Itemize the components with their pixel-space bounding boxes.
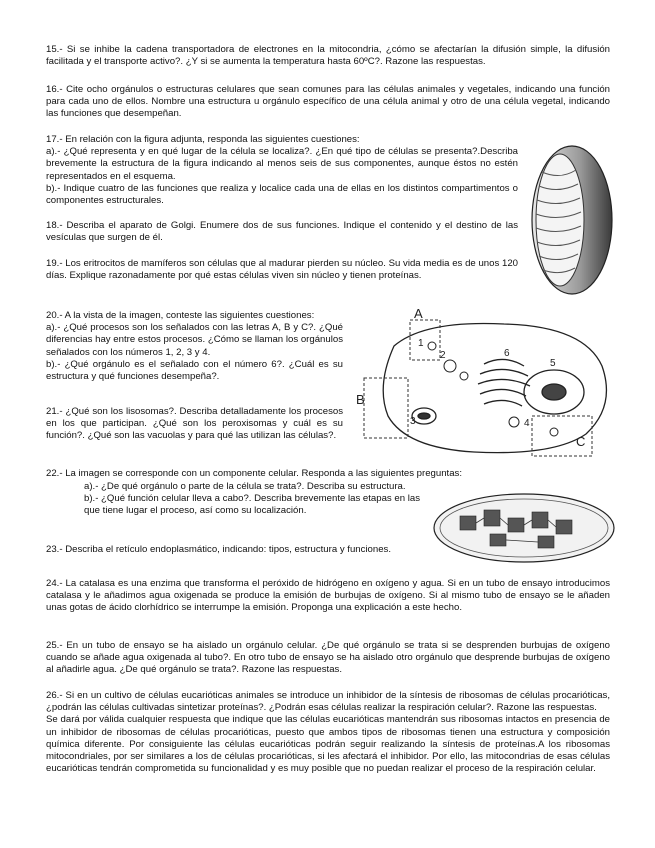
- question-26-answer: Se dará por válida cualquier respuesta que indique que las células eucarióticas mantendrán sus ribosomas intactos en presencia de un inhibidor de ribosomas de células procarióticas, puesto que ambos tipos de ribosomas tienen una estructura y composición química diferente. Por consiguiente las células eucarióticas podrán seguir realizando la síntesis de proteínas.A los ribosomas mitocondriales, por ser similares a los de células procarióticas, si les afectará el inhibidor. Por ello, las mitocondrias de esas células eucarióticas tendrán comprometida su funcionalidad y es muy posible que no puedan realizar el proceso de la respiración celular.: [46, 714, 610, 775]
- question-25-text: 25.- En un tubo de ensayo se ha aislado un orgánulo celular. ¿De qué orgánulo se trata si se desprenden burbujas de oxígeno cuando se añade agua oxigenada al tubo?. En otro tubo de ensayo se ha aislado otro orgánulo que desprende burbujas de oxígeno al añadirle agua. ¿De qué orgánulo se trata?. Razone las respuestas.: [46, 640, 610, 676]
- question-18: [46, 220, 518, 244]
- question-21-text: 21.- ¿Qué son los lisosomas?. Describa detalladamente los procesos en los que participan. ¿Qué son los peroxisomas y cuál es su función?. ¿Qué son las vacuolas y para qué las utilizan las células?.: [46, 406, 343, 442]
- label-5: 5: [550, 358, 556, 369]
- question-20-intro: 20.- A la vista de la imagen, conteste las siguientes cuestiones:: [46, 310, 315, 321]
- label-B: B: [356, 392, 365, 407]
- question-18-text: 18.- Describa el aparato de Golgi. Enumere dos de sus funciones. Indique el contenido y el destino de las vesículas que surgen de él.: [46, 220, 518, 244]
- question-26: [46, 690, 610, 775]
- question-23-text: 23.- Describa el retículo endoplasmático, indicando: tipos, estructura y funciones.: [46, 544, 392, 555]
- label-C: C: [576, 434, 586, 449]
- chloroplast-figure: [430, 490, 618, 566]
- question-17: [46, 134, 518, 207]
- question-17-b: b).- Indique cuatro de las funciones que realiza y localice cada una de ellas en los distintos compartimentos o componentes estructurales.: [46, 182, 518, 207]
- question-22-a: a).- ¿De qué orgánulo o parte de la célula se trata?. Describa su estructura.: [84, 481, 406, 492]
- question-25: [46, 640, 610, 677]
- question-22-items: [46, 481, 420, 518]
- label-2: 2: [440, 350, 446, 361]
- label-1: 1: [418, 338, 424, 349]
- question-24-text: 24.- La catalasa es una enzima que transforma el peróxido de hidrógeno en oxígeno y agua. Si en un tubo de ensayo introducimos catalasa y le añadimos agua oxigenada se produce la emisión de burbujas de oxígeno. Si al mismo tubo de ensayo se le añaden unas gotas de ácido clorhídrico se interrumpe la emisión. Proponga una explicación a este hecho.: [46, 578, 610, 614]
- question-22-b: b).- ¿Qué función celular lleva a cabo?. Describa brevemente las etapas en las que tiene lugar el proceso, así como su localización.: [84, 493, 420, 517]
- question-26-text: 26.- Si en un cultivo de células eucarióticas animales se introduce un inhibidor de la síntesis de ribosomas de células procarióticas, ¿podrán las células cultivadas sintetizar proteínas?. ¿Podrán esas células realizar la respiración celular?. Razone las respuestas.: [46, 690, 610, 714]
- label-3: 3: [410, 416, 416, 427]
- question-19-text: 19.- Los eritrocitos de mamíferos son células que al madurar pierden su núcleo. Su vida media es de unos 120 días. Explique razonadamente por qué estas células viven sin núcleo y tienen proteínas.: [46, 258, 518, 282]
- question-17-a: a).- ¿Qué representa y en qué lugar de la célula se localiza?. ¿En qué tipo de células se presenta?.Describa brevemente la estructura de la figura indicando al menos seis de sus componentes, aunque éstos no estén representados en el esquema.: [46, 146, 518, 182]
- cell-processes-figure: [354, 306, 616, 462]
- question-20: [46, 310, 343, 383]
- question-23: [46, 544, 418, 556]
- label-4: 4: [524, 418, 530, 429]
- question-22: [46, 468, 610, 480]
- question-24: [46, 578, 610, 615]
- question-20-b: b).- ¿Qué orgánulo es el señalado con el número 6?. ¿Cuál es su estructura y qué funciones desempeña?.: [46, 358, 343, 383]
- question-20-a: a).- ¿Qué procesos son los señalados con las letras A, B y C?. ¿Qué diferencias hay entre estos procesos. ¿Cómo se llaman los orgánulos señalados con los números 1, 2, 3 y 4.: [46, 322, 343, 358]
- question-16: [46, 84, 610, 121]
- label-6: 6: [504, 348, 510, 359]
- label-A: A: [414, 306, 423, 321]
- question-17-intro: 17.- En relación con la figura adjunta, responda las siguientes cuestiones:: [46, 134, 360, 145]
- question-22-intro: 22.- La imagen se corresponde con un componente celular. Responda a las siguientes preguntas:: [46, 468, 462, 479]
- mitochondrion-figure: [526, 142, 616, 298]
- question-15-text: 15.- Si se inhibe la cadena transportadora de electrones en la mitocondria, ¿cómo se afectarían la difusión simple, la difusión facilitada y el transporte activo?. ¿Y si se aumenta la temperatura hasta 60ºC?. Razone las respuestas.: [46, 44, 610, 68]
- question-16-text: 16.- Cite ocho orgánulos o estructuras celulares que sean comunes para las células animales y vegetales, indicando una función para cada uno de ellos. Nombre una estructura u orgánulo específico de una célula animal y otro de una célula vegetal, indicando las funciones que desempeñan.: [46, 84, 610, 120]
- question-21: [46, 406, 343, 443]
- question-19: [46, 258, 518, 282]
- question-15: [46, 44, 610, 68]
